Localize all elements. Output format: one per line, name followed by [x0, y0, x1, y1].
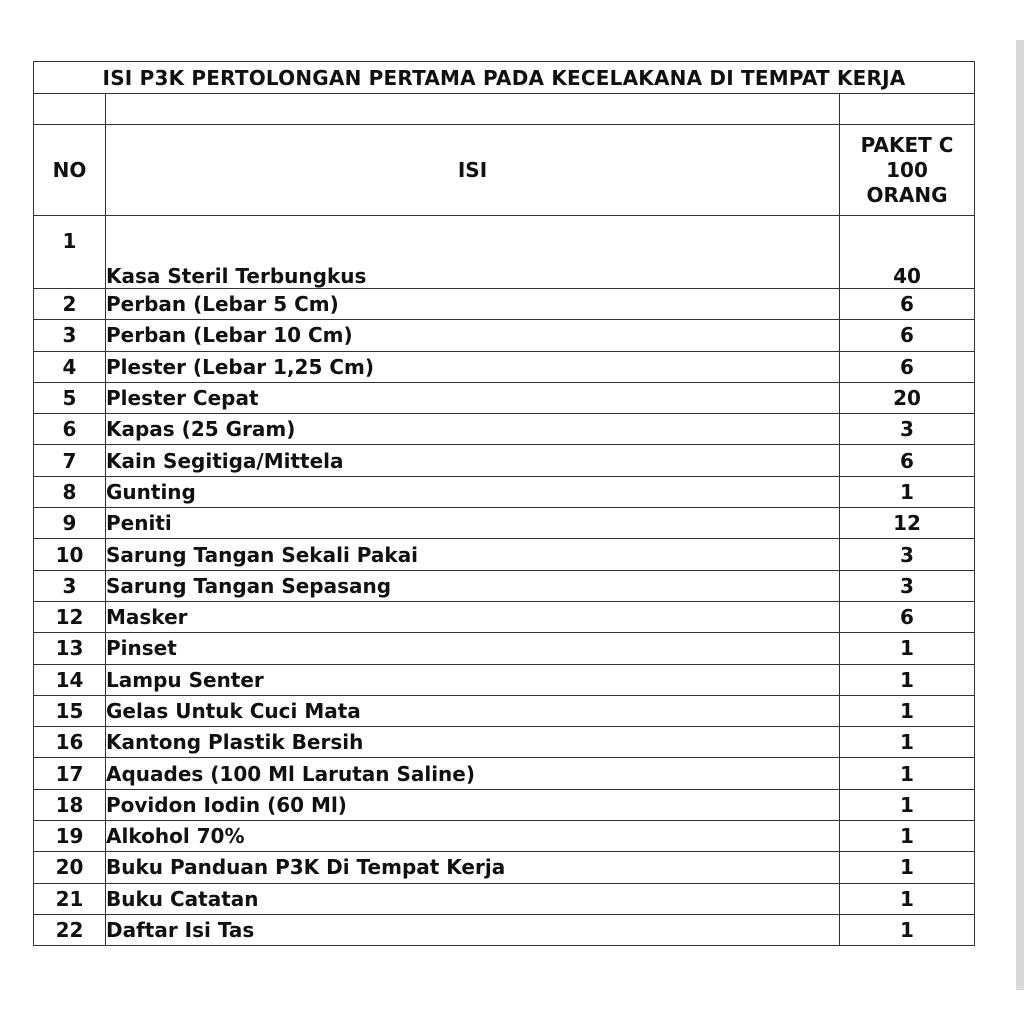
item-number: 17	[34, 758, 106, 789]
item-quantity: 3	[840, 539, 975, 570]
table-row	[34, 758, 975, 789]
item-name: Povidon Iodin (60 Ml)	[106, 789, 840, 820]
item-name: Kapas (25 Gram)	[106, 414, 840, 445]
p3k-contents-table	[33, 61, 975, 946]
page-edge	[1016, 40, 1024, 990]
spacer-cell	[106, 94, 840, 125]
item-name: Daftar Isi Tas	[106, 914, 840, 945]
table-row	[34, 852, 975, 883]
item-quantity: 6	[840, 289, 975, 320]
table-row	[34, 727, 975, 758]
header-no: NO	[34, 125, 106, 216]
item-number: 21	[34, 883, 106, 914]
item-quantity: 1	[840, 695, 975, 726]
item-quantity: 40	[840, 216, 975, 289]
table-row	[34, 789, 975, 820]
item-number: 3	[34, 570, 106, 601]
item-number: 15	[34, 695, 106, 726]
item-quantity: 6	[840, 351, 975, 382]
header-row	[34, 125, 975, 216]
item-name: Perban (Lebar 5 Cm)	[106, 289, 840, 320]
item-number: 22	[34, 914, 106, 945]
item-name: Buku Catatan	[106, 883, 840, 914]
table-row	[34, 382, 975, 413]
table-row	[34, 633, 975, 664]
header-paket-line1: PAKET C	[860, 132, 954, 157]
item-name: Kantong Plastik Bersih	[106, 727, 840, 758]
item-number: 6	[34, 414, 106, 445]
item-name: Kasa Steril Terbungkus	[106, 216, 840, 289]
item-quantity: 1	[840, 633, 975, 664]
table-row	[34, 320, 975, 351]
spacer-row	[34, 94, 975, 125]
table-row	[34, 445, 975, 476]
item-name: Perban (Lebar 10 Cm)	[106, 320, 840, 351]
item-number: 19	[34, 821, 106, 852]
item-number: 2	[34, 289, 106, 320]
item-quantity: 1	[840, 852, 975, 883]
item-quantity: 1	[840, 727, 975, 758]
item-number: 5	[34, 382, 106, 413]
item-number: 9	[34, 508, 106, 539]
spacer-cell	[840, 94, 975, 125]
item-quantity: 3	[840, 570, 975, 601]
table-row	[34, 883, 975, 914]
item-number: 4	[34, 351, 106, 382]
item-quantity: 1	[840, 664, 975, 695]
table-row	[34, 601, 975, 632]
item-name: Gelas Untuk Cuci Mata	[106, 695, 840, 726]
item-quantity: 1	[840, 821, 975, 852]
item-number: 1	[34, 216, 106, 289]
table-row	[34, 414, 975, 445]
table-row	[34, 821, 975, 852]
item-quantity: 1	[840, 914, 975, 945]
table-row	[34, 216, 975, 289]
item-number: 20	[34, 852, 106, 883]
item-quantity: 6	[840, 320, 975, 351]
item-number: 16	[34, 727, 106, 758]
header-isi: ISI	[106, 125, 840, 216]
item-quantity: 6	[840, 601, 975, 632]
table-row	[34, 476, 975, 507]
item-quantity: 20	[840, 382, 975, 413]
table-row	[34, 351, 975, 382]
header-paket	[840, 125, 975, 216]
table-row	[34, 289, 975, 320]
item-name: Peniti	[106, 508, 840, 539]
item-name: Aquades (100 Ml Larutan Saline)	[106, 758, 840, 789]
item-name: Sarung Tangan Sekali Pakai	[106, 539, 840, 570]
table-row	[34, 508, 975, 539]
item-quantity: 1	[840, 758, 975, 789]
item-name: Plester (Lebar 1,25 Cm)	[106, 351, 840, 382]
item-number: 10	[34, 539, 106, 570]
table-row	[34, 664, 975, 695]
item-number: 8	[34, 476, 106, 507]
table-row	[34, 914, 975, 945]
item-name: Sarung Tangan Sepasang	[106, 570, 840, 601]
item-quantity: 12	[840, 508, 975, 539]
item-quantity: 1	[840, 789, 975, 820]
table-row	[34, 539, 975, 570]
table-title: ISI P3K PERTOLONGAN PERTAMA PADA KECELAKANA DI TEMPAT KERJA	[34, 62, 975, 94]
item-name: Lampu Senter	[106, 664, 840, 695]
item-name: Plester Cepat	[106, 382, 840, 413]
item-name: Masker	[106, 601, 840, 632]
item-name: Alkohol 70%	[106, 821, 840, 852]
item-name: Kain Segitiga/Mittela	[106, 445, 840, 476]
item-number: 3	[34, 320, 106, 351]
item-name: Pinset	[106, 633, 840, 664]
item-quantity: 1	[840, 476, 975, 507]
header-paket-line3: ORANG	[866, 182, 948, 207]
item-quantity: 1	[840, 883, 975, 914]
item-quantity: 6	[840, 445, 975, 476]
title-row	[34, 62, 975, 94]
item-number: 18	[34, 789, 106, 820]
item-number: 13	[34, 633, 106, 664]
item-name: Buku Panduan P3K Di Tempat Kerja	[106, 852, 840, 883]
item-number: 7	[34, 445, 106, 476]
item-number: 12	[34, 601, 106, 632]
item-quantity: 3	[840, 414, 975, 445]
item-name: Gunting	[106, 476, 840, 507]
table-row	[34, 570, 975, 601]
spacer-cell	[34, 94, 106, 125]
item-number: 14	[34, 664, 106, 695]
table-row	[34, 695, 975, 726]
header-paket-line2: 100	[886, 157, 928, 182]
